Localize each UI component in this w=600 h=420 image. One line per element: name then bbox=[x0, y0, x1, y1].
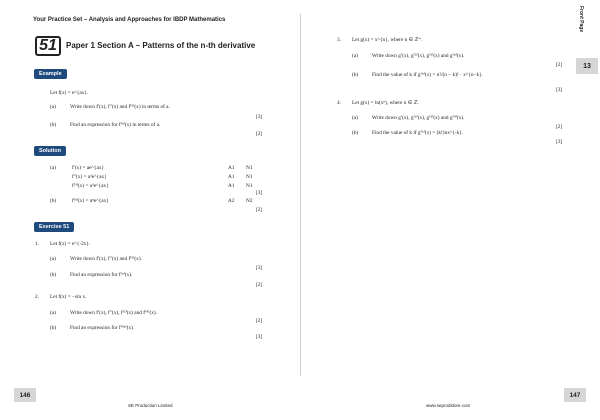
solution-part-b-id: (b) bbox=[50, 198, 57, 204]
example-part-b-marks: [2] bbox=[256, 131, 263, 137]
solution-mark: N2 bbox=[246, 198, 253, 204]
q4-part-b-marks: [3] bbox=[556, 139, 563, 145]
publisher-name: SE Production Limited bbox=[128, 403, 173, 408]
q3-part-a-id: (a) bbox=[352, 53, 358, 59]
solution-mark: A1 bbox=[228, 183, 235, 189]
q1-part-a-marks: [3] bbox=[256, 265, 263, 271]
q1-part-a-id: (a) bbox=[50, 256, 56, 262]
solution-part-a-marks: [3] bbox=[256, 190, 263, 196]
q3-given: Let g(x) = x^{n}, where n ∈ ℤ⁺. bbox=[352, 37, 423, 43]
publisher-website: www.seprodstore.com bbox=[426, 403, 471, 408]
example-part-a-id: (a) bbox=[50, 104, 56, 110]
q3-part-b-text: Find the value of k if g⁽ⁿ⁾(x) = n!/(n − k)! · x^{n−k}. bbox=[372, 72, 483, 78]
q1-part-a-text: Write down f′(x), f″(x) and f⁽³⁾(x). bbox=[70, 256, 142, 262]
example-label: Example bbox=[34, 69, 67, 79]
q3-part-a-text: Write down g′(x), g⁽²⁾(x), g⁽³⁾(x) and g⁽ⁿ⁾(x). bbox=[372, 53, 465, 59]
example-part-a-text: Write down f′(x), f″(x) and f⁽³⁾(x) in terms of a. bbox=[70, 104, 170, 110]
q3-number: 3. bbox=[337, 37, 341, 43]
q2-part-b-text: Find an expression for f⁽⁴ⁿ⁾(x). bbox=[70, 325, 135, 331]
q1-given: Let f(x) = e^{-2x}. bbox=[50, 241, 91, 247]
q4-part-b-text: Find the value of k if g⁽ᵏ⁾(x) = (k!)nx^{-k}. bbox=[372, 130, 464, 136]
q2-number: 2. bbox=[35, 294, 39, 300]
q2-part-b-id: (b) bbox=[50, 325, 57, 331]
solution-mark: N1 bbox=[246, 183, 253, 189]
solution-mark: N1 bbox=[246, 165, 253, 171]
section-title: Paper 1 Section A – Patterns of the n-th derivative bbox=[66, 41, 256, 50]
q4-part-a-text: Write down g′(x), g⁽²⁾(x), g⁽³⁾(x) and g⁽⁴⁾(x). bbox=[372, 115, 465, 121]
left-page-number: 146 bbox=[14, 388, 36, 402]
solution-line: f⁽³⁾(x) = a³e^{ax} bbox=[72, 183, 109, 189]
solution-line: f′(x) = ae^{ax} bbox=[72, 165, 105, 171]
section-number-box: 51 bbox=[35, 36, 61, 56]
chapter-side-tab: 13 bbox=[576, 58, 598, 74]
solution-mark: A2 bbox=[228, 198, 235, 204]
solution-line: f⁽ⁿ⁾(x) = aⁿe^{ax} bbox=[72, 198, 109, 204]
exercise-label: Exercise 51 bbox=[34, 222, 74, 232]
front-page-label: Front Page bbox=[578, 6, 584, 33]
q3-part-a-marks: [2] bbox=[556, 62, 563, 68]
q4-part-b-id: (b) bbox=[352, 130, 359, 136]
q2-part-a-text: Write down f′(x), f″(x), f⁽³⁾(x) and f⁽⁴⁾(x). bbox=[70, 310, 157, 316]
solution-mark: A1 bbox=[228, 174, 235, 180]
q3-part-b-id: (b) bbox=[352, 72, 359, 78]
q1-part-b-id: (b) bbox=[50, 272, 57, 278]
solution-label: Solution bbox=[34, 146, 66, 156]
q2-given: Let f(x) = −sin x. bbox=[50, 294, 87, 300]
q1-part-b-marks: [2] bbox=[256, 282, 263, 288]
solution-mark: N1 bbox=[246, 174, 253, 180]
example-given: Let f(x) = e^{ax}. bbox=[50, 90, 89, 96]
right-page-number: 147 bbox=[564, 388, 586, 402]
solution-part-a-id: (a) bbox=[50, 165, 56, 171]
example-part-b-text: Find an expression for f⁽ⁿ⁾(x) in terms of a. bbox=[70, 122, 161, 128]
q2-part-b-marks: [3] bbox=[256, 334, 263, 340]
running-header: Your Practice Set – Analysis and Approaches for IBDP Mathematics bbox=[33, 17, 226, 23]
q1-part-b-text: Find an expression for f⁽ⁿ⁾(x). bbox=[70, 272, 133, 278]
q2-part-a-marks: [2] bbox=[256, 318, 263, 324]
q4-part-a-marks: [2] bbox=[556, 124, 563, 130]
q3-part-b-marks: [3] bbox=[556, 87, 563, 93]
q1-number: 1. bbox=[35, 241, 39, 247]
q2-part-a-id: (a) bbox=[50, 310, 56, 316]
solution-part-b-marks: [2] bbox=[256, 207, 263, 213]
example-part-a-marks: [3] bbox=[256, 114, 263, 120]
solution-line: f″(x) = a²e^{ax} bbox=[72, 174, 107, 180]
page-divider bbox=[300, 14, 301, 376]
q4-part-a-id: (a) bbox=[352, 115, 358, 121]
q4-given: Let g(x) = ln(xⁿ), where n ∈ ℤ. bbox=[352, 100, 419, 106]
q4-number: 4. bbox=[337, 100, 341, 106]
example-part-b-id: (b) bbox=[50, 122, 57, 128]
solution-mark: A1 bbox=[228, 165, 235, 171]
